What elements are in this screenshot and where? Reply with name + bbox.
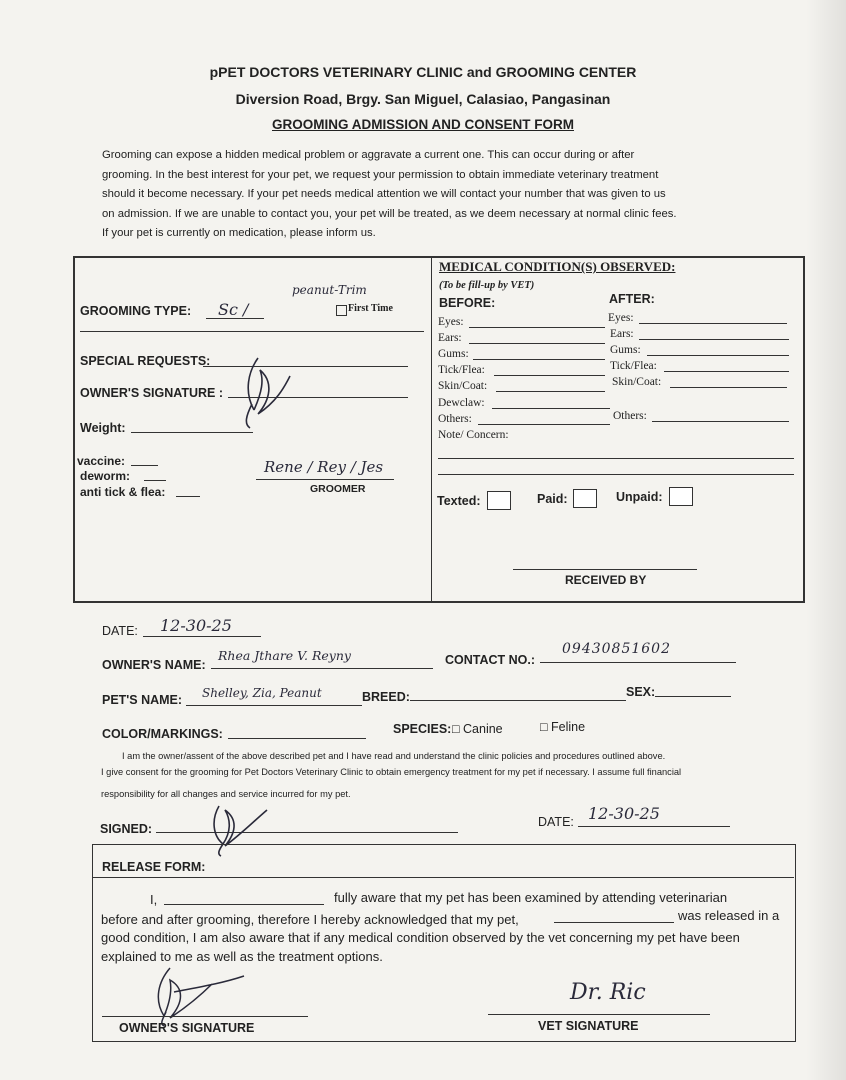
release-title-divider (92, 877, 794, 878)
unpaid-label: Unpaid: (616, 490, 663, 504)
note-concern-label: Note/ Concern: (438, 429, 509, 441)
after-tick: Tick/Flea: (610, 360, 657, 372)
vet-signature-line[interactable] (488, 1014, 710, 1015)
date-value[interactable]: 12-30-25 (160, 616, 232, 635)
grooming-type-label: GROOMING TYPE: (80, 304, 192, 318)
owner-signature-label: OWNER'S SIGNATURE : (80, 386, 224, 400)
before-eyes-line[interactable] (469, 327, 605, 328)
first-time-label: First Time (348, 303, 393, 314)
after-gums-line[interactable] (647, 355, 789, 356)
groomer-value[interactable]: Rene / Rey / Jes (264, 458, 384, 476)
before-skin-line[interactable] (496, 391, 605, 392)
signed-date-label: DATE: (538, 815, 574, 829)
groomer-line (256, 479, 394, 480)
weight-label: Weight: (80, 421, 126, 435)
contact-label: CONTACT NO.: (445, 653, 536, 667)
contact-line (540, 662, 736, 663)
vet-signature-value[interactable]: Dr. Ric (570, 980, 646, 1005)
canine-option[interactable]: □ Canine (452, 722, 503, 736)
after-others: Others: (613, 410, 647, 422)
signed-date-line (578, 826, 730, 827)
before-tick: Tick/Flea: (438, 364, 485, 376)
sex-line[interactable] (655, 696, 731, 697)
intro-line: If your pet is currently on medication, please inform us. (102, 227, 376, 239)
after-skin-line[interactable] (670, 387, 787, 388)
breed-line[interactable] (410, 700, 626, 701)
grooming-type-value[interactable]: Sc / (218, 300, 249, 319)
pet-name-label: PET'S NAME: (102, 693, 183, 707)
after-gums: Gums: (610, 344, 641, 356)
release-line4: explained to me as well as the treatment options. (101, 949, 383, 964)
deworm-label: deworm: (80, 469, 131, 483)
clinic-address: Diversion Road, Brgy. San Miguel, Calasiao, Pangasinan (235, 91, 611, 107)
owner-name-label: OWNER'S NAME: (102, 658, 206, 672)
pet-name-value[interactable]: Shelley, Zia, Peanut (202, 686, 322, 700)
after-label: AFTER: (609, 292, 655, 306)
release-line3: good condition, I am also aware that if any medical condition observed by the vet concerning my pet have been (101, 930, 740, 945)
color-markings-line[interactable] (228, 738, 366, 739)
color-markings-label: COLOR/MARKINGS: (102, 727, 223, 741)
date-line (143, 636, 261, 637)
signed-date-value[interactable]: 12-30-25 (588, 804, 660, 823)
first-time-checkbox[interactable] (336, 305, 347, 316)
release-line2: before and after grooming, therefore I hereby acknowledged that my pet, (101, 912, 519, 927)
before-eyes: Eyes: (438, 316, 464, 328)
breed-label: BREED: (362, 690, 410, 704)
before-gums-line[interactable] (473, 359, 605, 360)
medical-subtitle: (To be fill-up by VET) (439, 280, 535, 291)
after-ears-line[interactable] (639, 339, 789, 340)
intro-line: on admission. If we are unable to contact you, your pet will be treated, as we deem necessary at normal clinic fees. (102, 207, 677, 220)
before-ears: Ears: (438, 332, 462, 344)
release-name-line[interactable] (164, 904, 324, 905)
after-skin: Skin/Coat: (612, 376, 662, 388)
contact-value[interactable]: 09430851602 (562, 641, 671, 657)
paper-shadow (806, 0, 846, 1080)
consent-line: responsibility for all changes and service incurred for my pet. (101, 789, 351, 799)
note-line-2[interactable] (438, 474, 794, 475)
vaccine-line[interactable] (131, 465, 158, 466)
before-gums: Gums: (438, 348, 469, 360)
release-line1: fully aware that my pet has been examined by attending veterinarian (334, 890, 728, 905)
sex-label: SEX: (626, 685, 656, 699)
anti-tick-label: anti tick & flea: (80, 485, 166, 499)
after-eyes-line[interactable] (639, 323, 787, 324)
after-ears: Ears: (610, 328, 634, 340)
signed-label: SIGNED: (100, 822, 153, 836)
grooming-type-note: peanut-Trim (292, 283, 367, 297)
paid-label: Paid: (537, 492, 568, 506)
release-pet-line[interactable] (554, 922, 674, 923)
release-owner-signature-line[interactable] (102, 1016, 308, 1017)
feline-option[interactable]: □ Feline (540, 720, 586, 734)
grooming-type-extra-line (80, 331, 424, 332)
owner-name-value[interactable]: Rhea Jthare V. Reyny (218, 648, 351, 663)
deworm-line[interactable] (144, 480, 166, 481)
before-label: BEFORE: (439, 296, 496, 310)
release-title: RELEASE FORM: (102, 860, 206, 874)
groomer-label: GROOMER (310, 483, 366, 495)
received-by-label: RECEIVED BY (565, 573, 647, 587)
release-owner-signature-label: OWNER'S SIGNATURE (119, 1021, 255, 1035)
anti-tick-line[interactable] (176, 496, 200, 497)
after-eyes: Eyes: (608, 312, 634, 324)
note-line-1[interactable] (438, 458, 794, 459)
before-dewclaw: Dewclaw: (438, 397, 485, 409)
form-title: GROOMING ADMISSION AND CONSENT FORM (272, 117, 574, 132)
weight-line[interactable] (131, 432, 253, 433)
before-others: Others: (438, 413, 472, 425)
texted-checkbox[interactable] (487, 491, 511, 510)
column-divider (431, 256, 432, 601)
signed-line[interactable] (156, 832, 458, 833)
after-tick-line[interactable] (664, 371, 789, 372)
before-others-line[interactable] (478, 424, 610, 425)
paid-checkbox[interactable] (573, 489, 597, 508)
before-tick-line[interactable] (494, 375, 605, 376)
consent-line: I am the owner/assent of the above described pet and I have read and understand the clinic policies and procedures outlined above. (122, 751, 666, 761)
intro-line: should it become necessary. If your pet needs medical attention we will contact your number that was given to us (102, 188, 666, 200)
release-owner-scribble (140, 962, 250, 1028)
intro-paragraph (102, 146, 677, 244)
owner-name-line (211, 668, 433, 669)
before-ears-line[interactable] (469, 343, 605, 344)
medical-title: MEDICAL CONDITION(S) OBSERVED: (439, 259, 676, 274)
consent-line: I give consent for the grooming for Pet Doctors Veterinary Clinic to obtain emergency treatment for my pet if necessary. I assume full financial (101, 767, 682, 777)
species-label: SPECIES: (393, 722, 452, 736)
after-others-line[interactable] (652, 421, 789, 422)
date-label: DATE: (102, 624, 138, 638)
intro-line: grooming. In the best interest for your pet, we request your permission to obtain immediate veterinary treatment (102, 168, 659, 181)
texted-label: Texted: (437, 494, 481, 508)
vaccine-label: vaccine: (77, 454, 126, 468)
vet-signature-label: VET SIGNATURE (538, 1019, 639, 1033)
release-i: I, (150, 892, 158, 907)
special-requests-label: SPECIAL REQUESTS: (80, 354, 211, 368)
received-by-line[interactable] (513, 569, 697, 570)
owner-signature-scribble (236, 352, 306, 432)
pet-name-line (186, 705, 362, 706)
unpaid-checkbox[interactable] (669, 487, 693, 506)
before-dewclaw-line[interactable] (492, 408, 610, 409)
release-line2-end: was released in a (678, 908, 780, 923)
clinic-name: pPET DOCTORS VETERINARY CLINIC and GROOMING CENTER (209, 64, 637, 80)
intro-line: Grooming can expose a hidden medical problem or aggravate a current one. This can occur during or after (102, 149, 635, 161)
before-skin: Skin/Coat: (438, 380, 488, 392)
